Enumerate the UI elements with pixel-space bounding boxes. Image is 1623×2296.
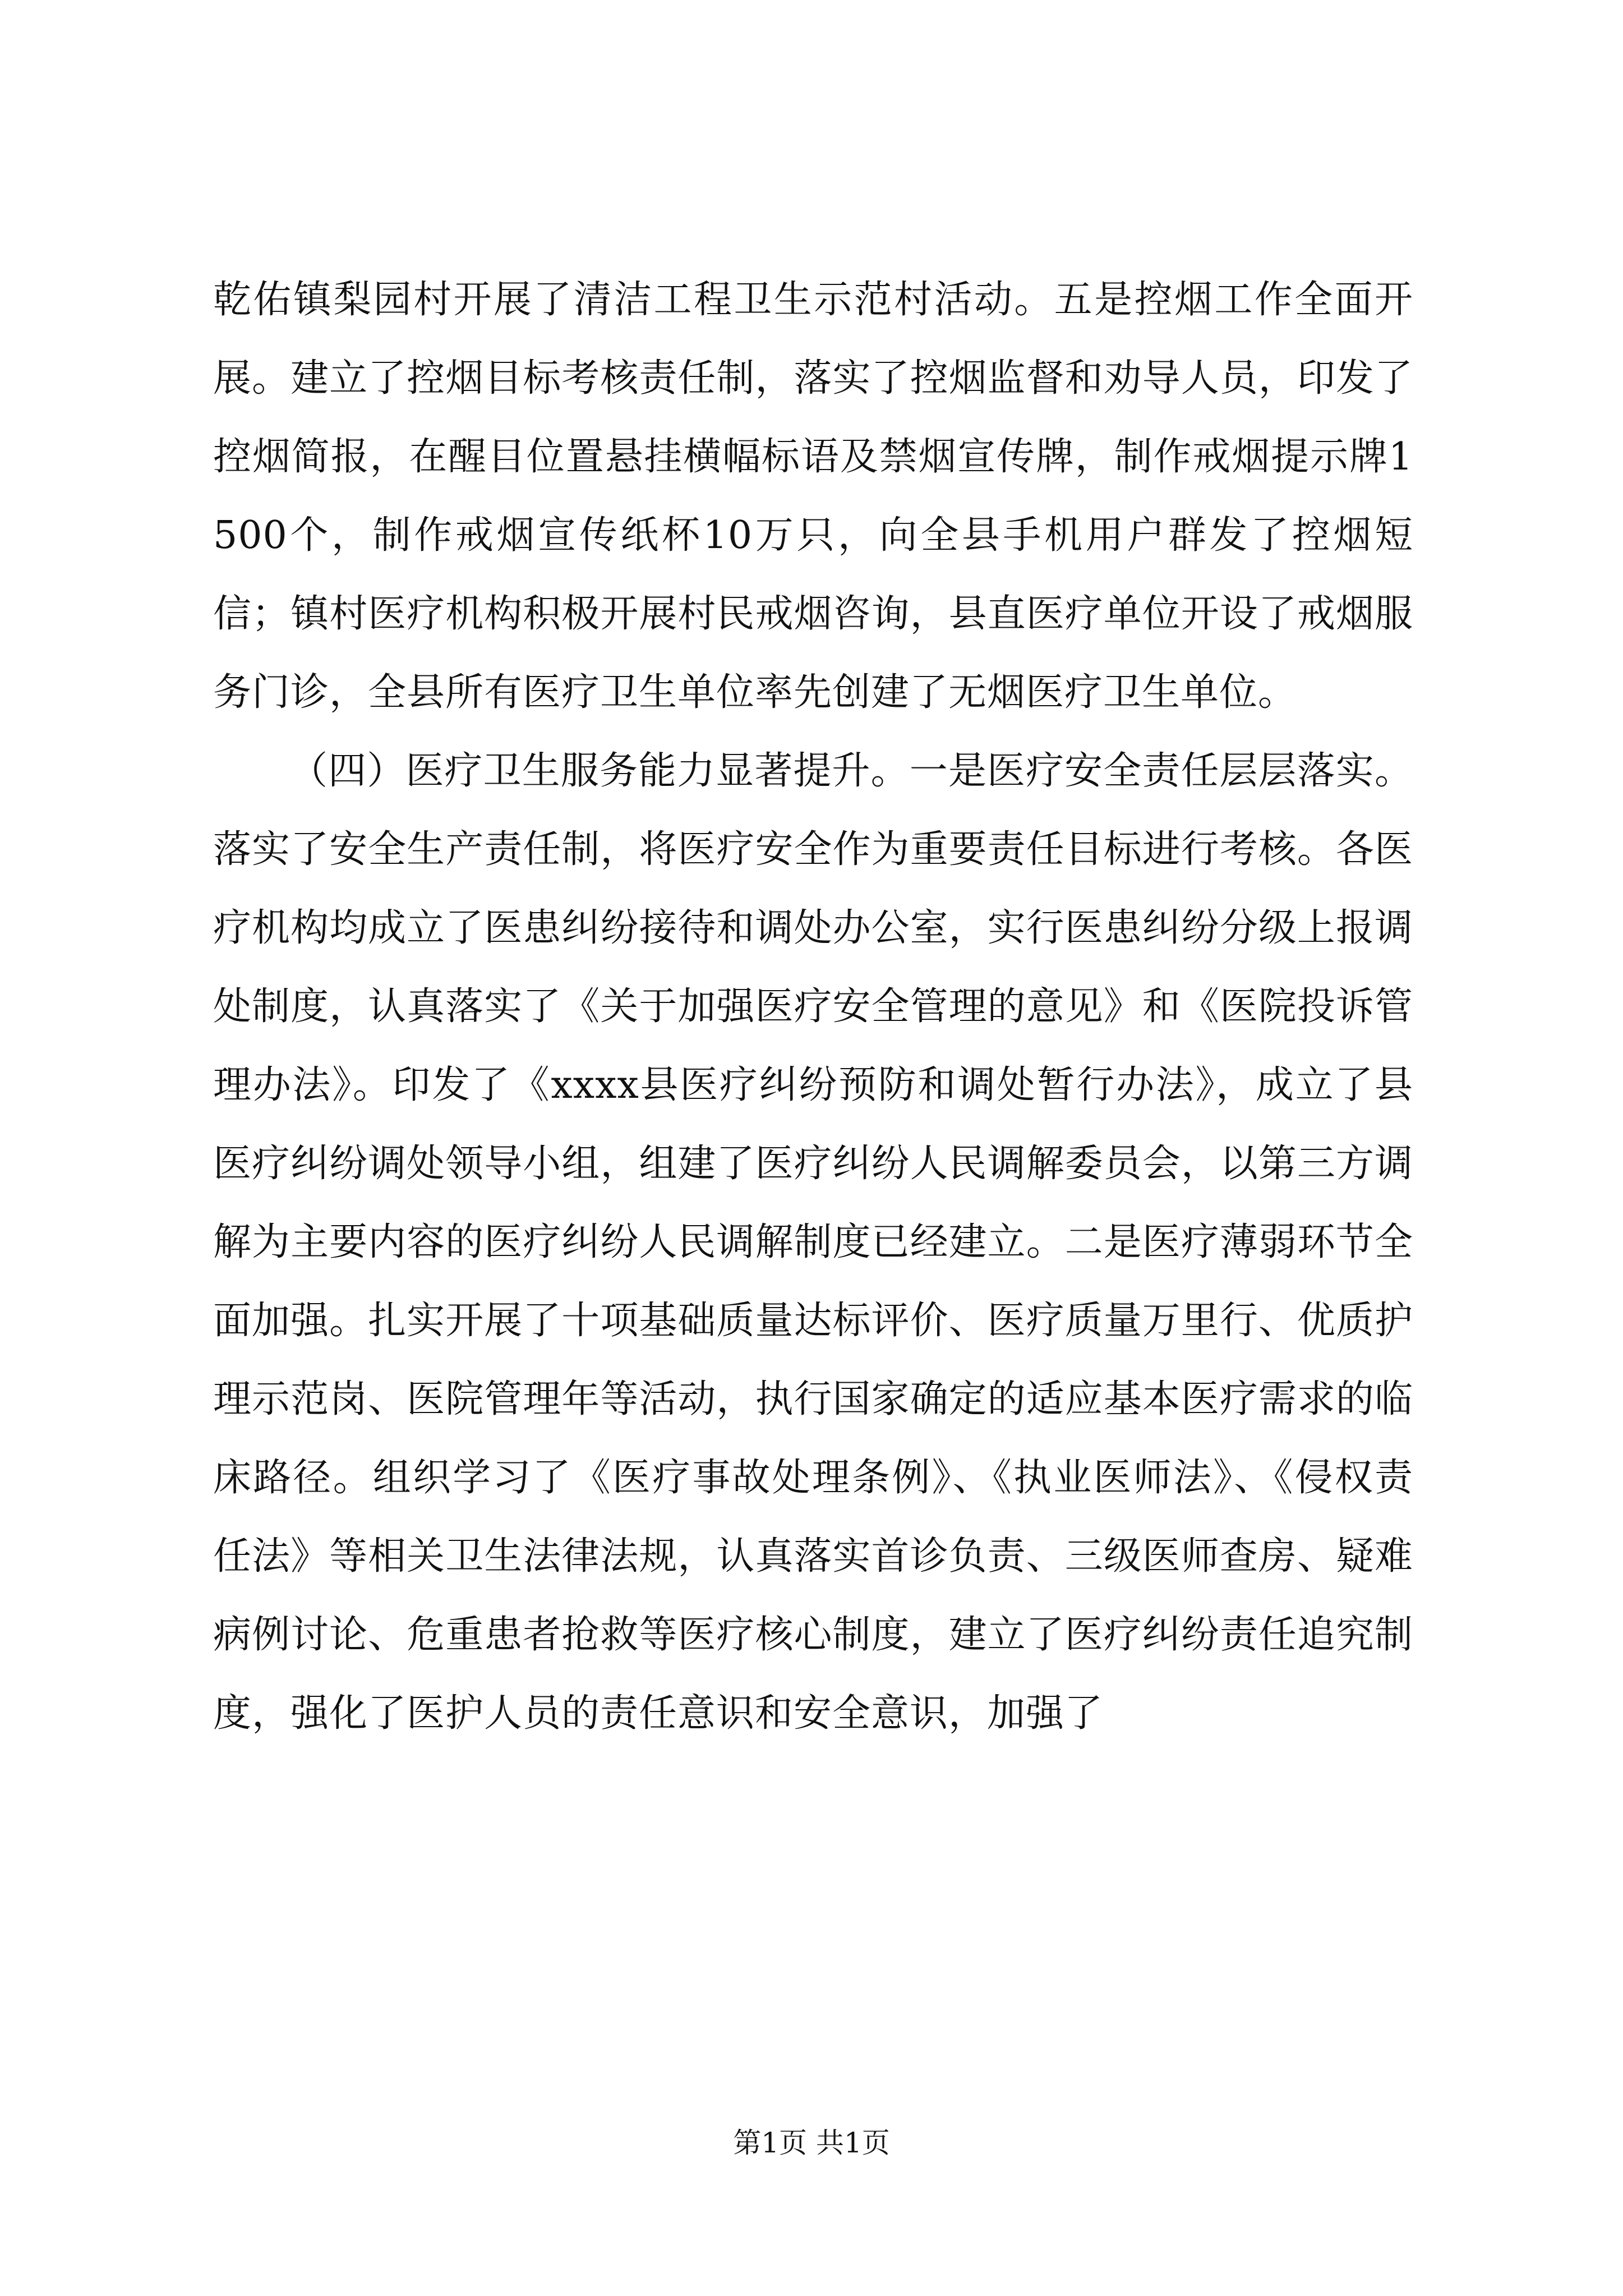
page-footer: 第1页 共1页 xyxy=(733,2127,890,2159)
document-body xyxy=(213,261,1413,1753)
paragraph-medical-service: （四）医疗卫生服务能力显著提升。一是医疗安全责任层层落实。落实了安全生产责任制，将医疗安全作为重要责任目标进行考核。各医疗机构均成立了医患纠纷接待和调处办公室，实行医患纠纷分级上报调处制度，认真落实了《关于加强医疗安全管理的意见》和《医院投诉管理办法》。印发了《xxxx县医疗纠纷预防和调处暂行办法》，成立了县医疗纠纷调处领导小组，组建了医疗纠纷人民调解委员会，以第三方调解为主要内容的医疗纠纷人民调解制度已经建立。二是医疗薄弱环节全面加强。扎实开展了十项基础质量达标评价、医疗质量万里行、优质护理示范岗、医院管理年等活动，执行国家确定的适应基本医疗需求的临床路径。组织学习了《医疗事故处理条例》、《执业医师法》、《侵权责任法》等相关卫生法律法规，认真落实首诊负责、三级医师查房、疑难病例讨论、危重患者抢救等医疗核心制度，建立了医疗纠纷责任追究制度，强化了医护人员的责任意识和安全意识，加强了 xyxy=(213,749,1413,1736)
paragraph-tobacco-control: 乾佑镇梨园村开展了清洁工程卫生示范村活动。五是控烟工作全面开展。建立了控烟目标考核责任制，落实了控烟监督和劝导人员，印发了控烟简报，在醒目位置悬挂横幅标语及禁烟宣传牌，制作戒烟提示牌1500个，制作戒烟宣传纸杯10万只，向全县手机用户群发了控烟短信；镇村医疗机构积极开展村民戒烟咨询，县直医疗单位开设了戒烟服务门诊，全县所有医疗卫生单位率先创建了无烟医疗卫生单位。 xyxy=(213,278,1413,715)
